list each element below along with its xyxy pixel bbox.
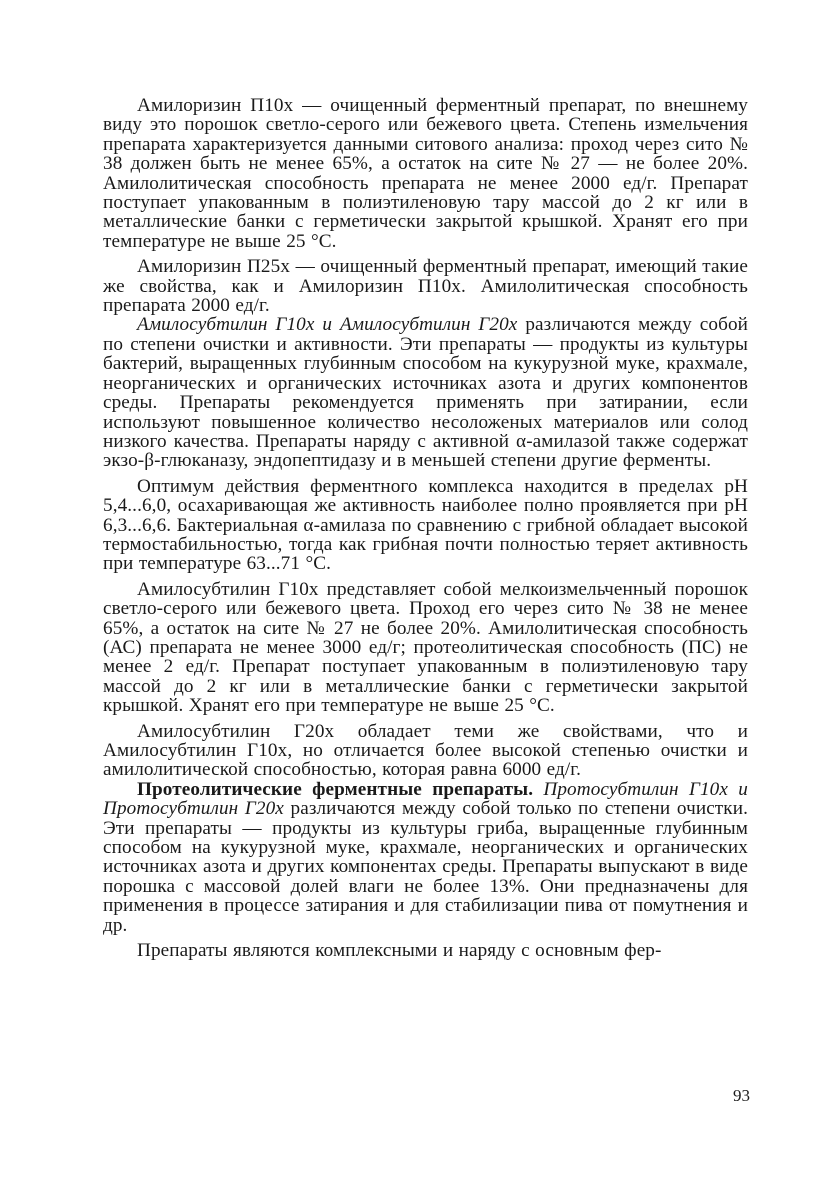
paragraph-optimum-ph xyxy=(103,477,748,574)
paragraph-text: различаются между собой только по степени очистки. Эти препараты — продукты из культуры гриба, выращенные глубинным способом на кукурузной муке, крахмале, неорганических и органических источниках азота и других компонентах среды. Препараты выпускают в виде порошка с массовой долей влаги не более 13%. Они предназначены для применения в процессе затирания и для стабилизации пива от помутнения и др. xyxy=(103,798,748,936)
paragraph-text: Амилоризин П10х — очищенный ферментный препарат, по внешнему виду это порошок светло-серого или бежевого цвета. Степень измельчения препарата характеризуется данными ситового анализа: проход через сито № 38 должен быть не менее 65%, а остаток на сите № 27 — не более 20%. Амилолитическая способность препарата не менее 2000 ед/г. Препарат поступает упакованным в полиэтиленовую тару массой до 2 кг или в металлические банки с герметически закрытой крышкой. Хранят его при температуре не выше 25 °С. xyxy=(103,95,748,252)
page-body xyxy=(103,96,748,960)
paragraph-text: Амилосубтилин Г10х представляет собой мелкоизмельченный порошок светло-серого или бежевого цвета. Проход его через сито № 38 не менее 65%, а остаток на сите № 27 не более 20%. Амилолитическая способность (АС) препарата не менее 3000 ед/г; протеолитическая способность (ПС) не менее 2 ед/г. Препарат поступает упакованным в полиэтиленовую тару массой до 2 кг или в металлические банки с герметически закрытой крышкой. Хранят его при температуре не выше 25 °С. xyxy=(103,578,748,717)
italic-product-names: Протосубтилин Г10х и Протосубтилин Г20х xyxy=(103,778,748,820)
paragraph-amylosubtilin-g20x xyxy=(103,722,748,780)
paragraph-text: Амилоризин П25х — очищенный ферментный препарат, имеющий такие же свойства, как и Амилоризин П10х. Амилолитическая способность препарата 2000 ед/г. xyxy=(103,256,748,317)
paragraph-text: Амилосубтилин Г20х обладает теми же свойствами, что и Амилосубтилин Г10х, но отличается более высокой степенью очистки и амилолитической способностью, которая равна 6000 ед/г. xyxy=(103,720,748,781)
paragraph-text: Оптимум действия ферментного комплекса находится в пределах рН 5,4...6,0, осахаривающая же активность наиболее полно проявляется при рН 6,3...6,6. Бактериальная α-амилаза по сравнению с грибной обладает высокой термостабильностью, тогда как грибная почти полностью теряет активность при температуре 63...71 °С. xyxy=(103,475,748,575)
paragraph-amylorizin-p10x xyxy=(103,96,748,251)
paragraph-complex-preparations xyxy=(103,941,748,960)
paragraph-proteolytic xyxy=(103,780,748,935)
paragraph-amylosubtilin-intro xyxy=(103,315,748,470)
paragraph-text: различаются между собой по степени очистки и активности. Эти препараты — продукты из культуры бактерий, выращенных глубинным способом на кукурузной муке, крахмале, неорганических и органических источниках азота и других компонентов среды. Препараты рекомендуется применять при затирании, если используют повышенное количество несоложеных материалов или солод низкого качества. Препараты наряду с активной α-амилазой также содержат экзо-β-глюканазу, эндопептидазу и в меньшей степени другие ферменты. xyxy=(103,314,749,472)
bold-section-heading: Протеолитические ферментные препараты. xyxy=(137,778,534,800)
page-number: 93 xyxy=(733,1086,750,1105)
paragraph-text: Препараты являются комплексными и наряду с основным фер- xyxy=(137,940,662,962)
paragraph-amylosubtilin-g10x xyxy=(103,580,748,716)
italic-product-names: Амилосубтилин Г10х и Амилосубтилин Г20х xyxy=(137,314,518,336)
paragraph-amylorizin-p25x xyxy=(103,257,748,315)
